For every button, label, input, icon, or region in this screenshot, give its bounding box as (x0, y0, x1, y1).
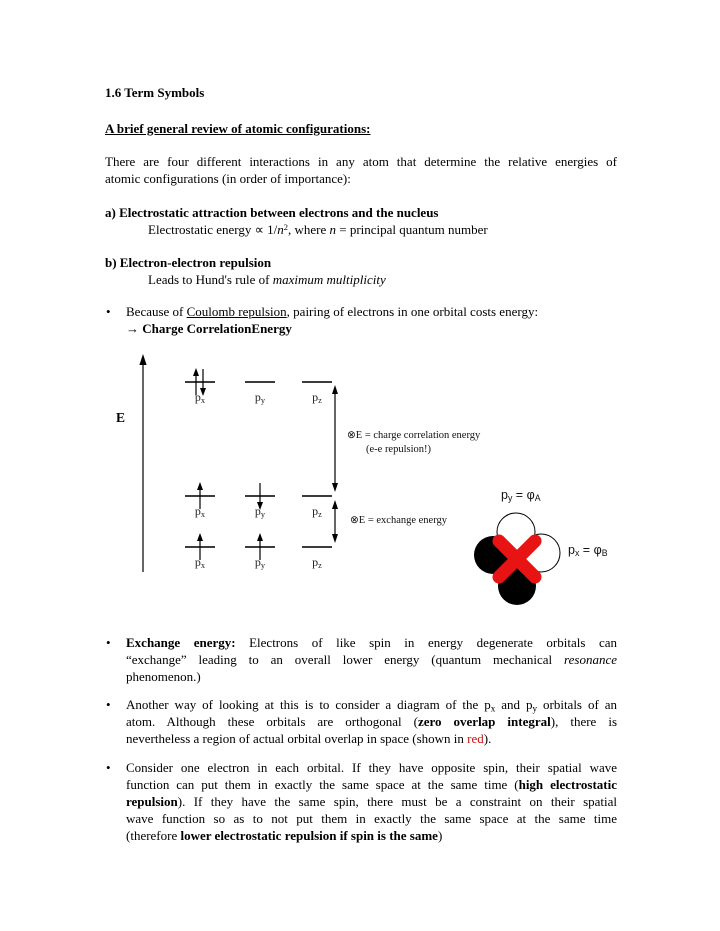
charge-correlation-label: ⊗E = charge correlation energy (347, 430, 481, 441)
orbital-label (185, 505, 215, 518)
text-run: p (254, 390, 261, 404)
text-run: Because of (126, 304, 187, 319)
text-run: z (318, 396, 322, 406)
text-run: A (534, 493, 541, 504)
text-run: φ (593, 543, 602, 557)
text-run: p (312, 504, 319, 518)
text-run: 2 (283, 222, 288, 233)
bullet-marker: • (106, 697, 111, 712)
text-run: p (312, 555, 319, 569)
text-line (126, 759, 617, 776)
text-run: x (490, 703, 496, 714)
text-run: x (574, 548, 580, 559)
text-run: Leads to Hund's rule of (148, 272, 273, 287)
text-line (105, 221, 617, 238)
text-run: z (318, 561, 322, 571)
bullet-marker: • (106, 760, 111, 775)
text-run: phenomenon.) (126, 669, 201, 684)
page-title: 1.6 Term Symbols (105, 85, 205, 100)
text-line (126, 668, 617, 685)
text-run: p (194, 390, 201, 404)
text-run: z (318, 510, 322, 520)
text-line (105, 271, 617, 288)
bullet-orbital-overlap (105, 696, 617, 747)
text-run: p (501, 488, 508, 502)
text-run: function can put them in exactly the same space at the same time ( (126, 777, 519, 792)
text-run: red (467, 731, 484, 746)
text-run: ), there is (550, 714, 618, 729)
text-run: y (507, 493, 513, 504)
text-run: zero overlap integral (417, 714, 551, 729)
text-run: p (254, 555, 261, 569)
orbital-label (245, 505, 275, 518)
text-line (126, 713, 617, 730)
text-line (126, 320, 617, 337)
text-run: p (194, 555, 201, 569)
orbital-energy-diagram (0, 339, 720, 629)
text-run: x (200, 396, 206, 406)
text-run: y (260, 561, 266, 571)
orbital-label (302, 391, 332, 404)
text-line (126, 651, 617, 668)
intro-paragraph (105, 153, 617, 187)
text-run: lower electrostatic repulsion if spin is the same (180, 828, 438, 843)
text-run: n (277, 222, 284, 237)
text-run: ) (437, 828, 443, 843)
section-a (105, 204, 617, 238)
px-phi-b-label (568, 544, 608, 557)
text-run: p (568, 543, 575, 557)
text-line (126, 810, 617, 827)
text-run: There are four different interactions in any atom that determine the relative energies of (105, 154, 617, 169)
text-run: , where (287, 222, 330, 237)
bullet-exchange-text (126, 634, 617, 685)
bullet-coulomb-text (126, 303, 617, 337)
text-run: p (194, 504, 201, 518)
text-run: maximum multiplicity (272, 272, 386, 287)
text-run: and p (495, 697, 533, 712)
text-line (126, 634, 617, 651)
text-line (105, 204, 617, 221)
orbital-label (245, 391, 275, 404)
text-run: p (312, 390, 319, 404)
axis-label-E: E (116, 410, 126, 425)
text-run: φ (526, 488, 535, 502)
orbital-label (185, 556, 215, 569)
orbital-label (185, 391, 215, 404)
text-run: B (601, 548, 608, 559)
text-run: repulsion (126, 794, 178, 809)
text-run: ). (483, 731, 492, 746)
text-run: → (126, 321, 143, 336)
text-run: b) Electron-electron repulsion (105, 255, 272, 270)
text-run: high electrostatic (518, 777, 617, 792)
text-run: n (329, 222, 336, 237)
text-run: Consider one electron in each orbital. If they have opposite spin, their spatial wave (126, 760, 617, 775)
text-run: a) Electrostatic attraction between electrons and the nucleus (105, 205, 439, 220)
energy-axis (139, 354, 146, 572)
text-run: p (254, 504, 261, 518)
orbital-diagram-svg (0, 339, 720, 629)
orbital-label (302, 505, 332, 518)
text-run: = (512, 488, 527, 502)
text-line (126, 827, 617, 844)
orbital-label (245, 556, 275, 569)
bullet-marker: • (106, 635, 111, 650)
text-line (126, 303, 617, 320)
text-run: resonance (564, 652, 617, 667)
text-line (126, 696, 617, 713)
text-line (126, 776, 617, 793)
text-run: Another way of looking at this is to consider a diagram of the p (126, 697, 491, 712)
text-line (126, 730, 617, 747)
bullet-exchange-energy (105, 634, 617, 685)
text-run: nevertheless a region of actual orbital overlap in space (shown in (126, 731, 468, 746)
section-heading: A brief general review of atomic configurations: (105, 121, 371, 136)
text-run: y (260, 510, 266, 520)
section-b (105, 254, 617, 288)
bullet-coulomb-repulsion (105, 303, 617, 337)
text-run: Exchange energy: (126, 635, 236, 650)
text-line (105, 170, 617, 187)
text-run: orbitals of an (537, 697, 617, 712)
bullet-electron-spin (105, 759, 617, 844)
text-run: atomic configurations (in order of importance): (105, 171, 351, 186)
exchange-energy-label: ⊗E = exchange energy (350, 515, 448, 526)
text-run: “exchange” leading to an overall lower energy (quantum mechanical (126, 652, 565, 667)
text-run: Coulomb repulsion (186, 304, 287, 319)
text-run: Electrostatic energy ∝ 1/ (148, 222, 278, 237)
text-line (105, 153, 617, 170)
py-phi-a-label (501, 489, 541, 502)
text-run: = principal quantum number (336, 222, 488, 237)
bullet-spin-text (126, 759, 617, 844)
text-run: y (260, 396, 266, 406)
bullet-marker: • (106, 304, 111, 319)
text-run: wave function so as to not put them in exactly the same space at the same time (126, 811, 617, 826)
orbital-label (302, 556, 332, 569)
text-run: atom. Although these orbitals are orthogonal ( (126, 714, 418, 729)
charge-correlation-arrow (332, 385, 338, 492)
text-run: x (200, 561, 206, 571)
text-run: Electrons of like spin in energy degenerate orbitals can (235, 635, 617, 650)
text-run: (therefore (126, 828, 181, 843)
text-line (126, 793, 617, 810)
charge-correlation-sublabel: (e-e repulsion!) (366, 444, 432, 455)
text-run: x (200, 510, 206, 520)
text-line (105, 254, 617, 271)
exchange-energy-arrow (332, 500, 338, 543)
text-run: = (579, 543, 594, 557)
text-run: Charge CorrelationEnergy (142, 321, 292, 336)
bullet-overlap-text (126, 696, 617, 747)
orbital-overlap-figure (474, 513, 560, 605)
text-run: y (532, 703, 538, 714)
text-run: , pairing of electrons in one orbital costs energy: (286, 304, 539, 319)
text-run: ). If they have the same spin, there must be a constraint on their spatial (177, 794, 617, 809)
